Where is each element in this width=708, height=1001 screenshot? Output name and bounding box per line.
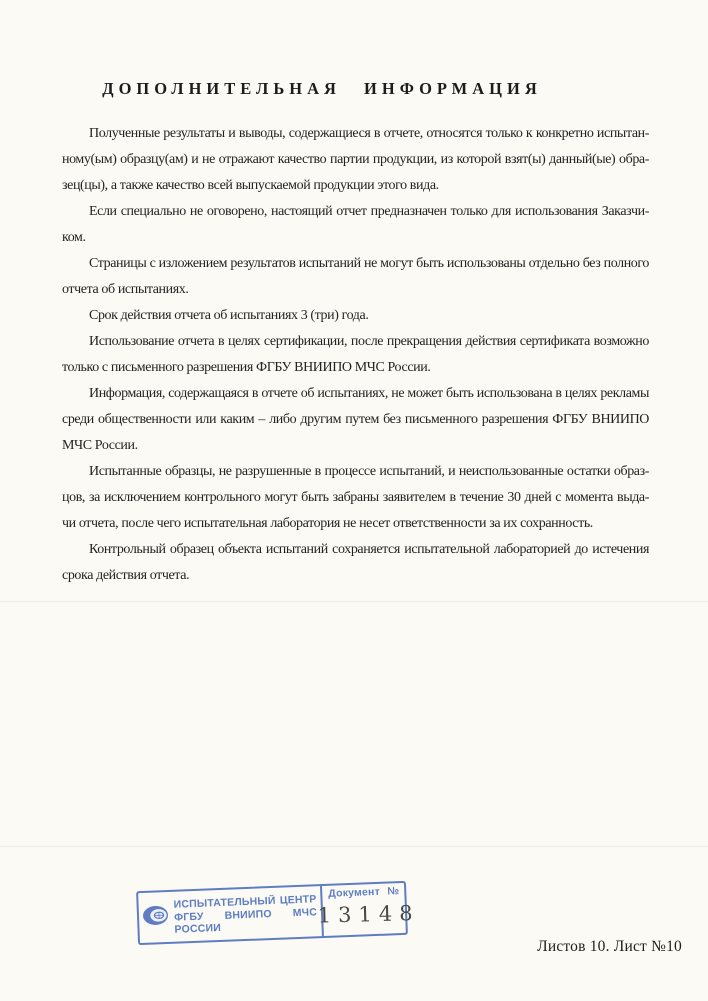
paragraph bbox=[62, 251, 649, 303]
stamp-org-section bbox=[138, 886, 322, 943]
test-center-stamp bbox=[136, 881, 420, 945]
stamp-org-line1: ИСПЫТАТЕЛЬНЫЙ ЦЕНТР bbox=[173, 892, 317, 911]
paragraph-line: ком. bbox=[62, 230, 86, 245]
paragraph-line: Страницы с изложением результатов испытаний не могут быть использованы отдельно без полного bbox=[89, 256, 649, 271]
vniipo-globe-logo-icon bbox=[142, 902, 173, 932]
paragraph-line: среди общественности или каким – либо другим путем без письменного разрешения ФГБУ ВНИИПО bbox=[62, 412, 649, 427]
paragraph-line: Если специально не оговорено, настоящий отчет предназначен только для использования Заказчи- bbox=[89, 204, 649, 219]
scan-artifact-line bbox=[0, 601, 708, 602]
paragraph-line: зец(цы), а также качество всей выпускаемой продукции этого вида. bbox=[62, 178, 439, 193]
paragraph bbox=[62, 329, 649, 381]
paragraph-line: срока действия отчета. bbox=[62, 568, 190, 583]
paragraph-line: Использование отчета в целях сертификации, после прекращения действия сертификата возможно bbox=[89, 334, 649, 349]
paragraph-line: чи отчета, после чего испытательная лаборатория не несет ответственности за их сохранность. bbox=[62, 516, 593, 531]
paragraph-line: Контрольный образец объекта испытаний сохраняется испытательной лабораторией до истечения bbox=[89, 542, 649, 557]
paragraph-line: Полученные результаты и выводы, содержащиеся в отчете, относятся только к конкретно испытан- bbox=[89, 126, 649, 141]
stamp-doc-label: Документ bbox=[328, 885, 381, 900]
stamp-org-line2: ФГБУ ВНИИПО МЧС РОССИИ bbox=[173, 905, 318, 936]
page-title: ДОПОЛНИТЕЛЬНАЯ ИНФОРМАЦИЯ bbox=[102, 79, 542, 98]
stamp-document-section bbox=[317, 883, 420, 936]
paragraph-line: Испытанные образцы, не разрушенные в процессе испытаний, и неиспользованные остатки образ- bbox=[89, 464, 649, 479]
paragraph bbox=[62, 537, 649, 589]
paragraph bbox=[62, 303, 649, 329]
paragraph bbox=[62, 121, 649, 199]
paragraph-line: Срок действия отчета об испытаниях 3 (три) года. bbox=[89, 308, 369, 323]
paragraph bbox=[62, 459, 649, 537]
paragraph bbox=[62, 381, 649, 459]
paragraph-line: Информация, содержащаяся в отчете об испытаниях, не может быть использована в целях рекламы bbox=[89, 386, 649, 401]
paragraph-line: ному(ым) образцу(ам) и не отражают качество партии продукции, из которой взят(ы) данный(ые) обра- bbox=[62, 152, 649, 167]
stamp-document-number: 13148 bbox=[317, 900, 420, 928]
footer-sheet-info: Листов 10. Лист №10 bbox=[537, 938, 682, 955]
document-body bbox=[62, 121, 649, 589]
paragraph bbox=[62, 199, 649, 251]
stamp-org-text bbox=[173, 893, 317, 935]
paragraph-line: отчета об испытаниях. bbox=[62, 282, 189, 297]
scan-artifact-line bbox=[0, 846, 708, 847]
paragraph-line: только с письменного разрешения ФГБУ ВНИИПО МЧС России. bbox=[62, 360, 431, 375]
paragraph-line: цов, за исключением контрольного могут быть забраны заявителем в течение 30 дней с момента выда- bbox=[62, 490, 649, 505]
paragraph-line: МЧС России. bbox=[62, 438, 138, 453]
stamp-number-sign: № bbox=[387, 885, 400, 898]
